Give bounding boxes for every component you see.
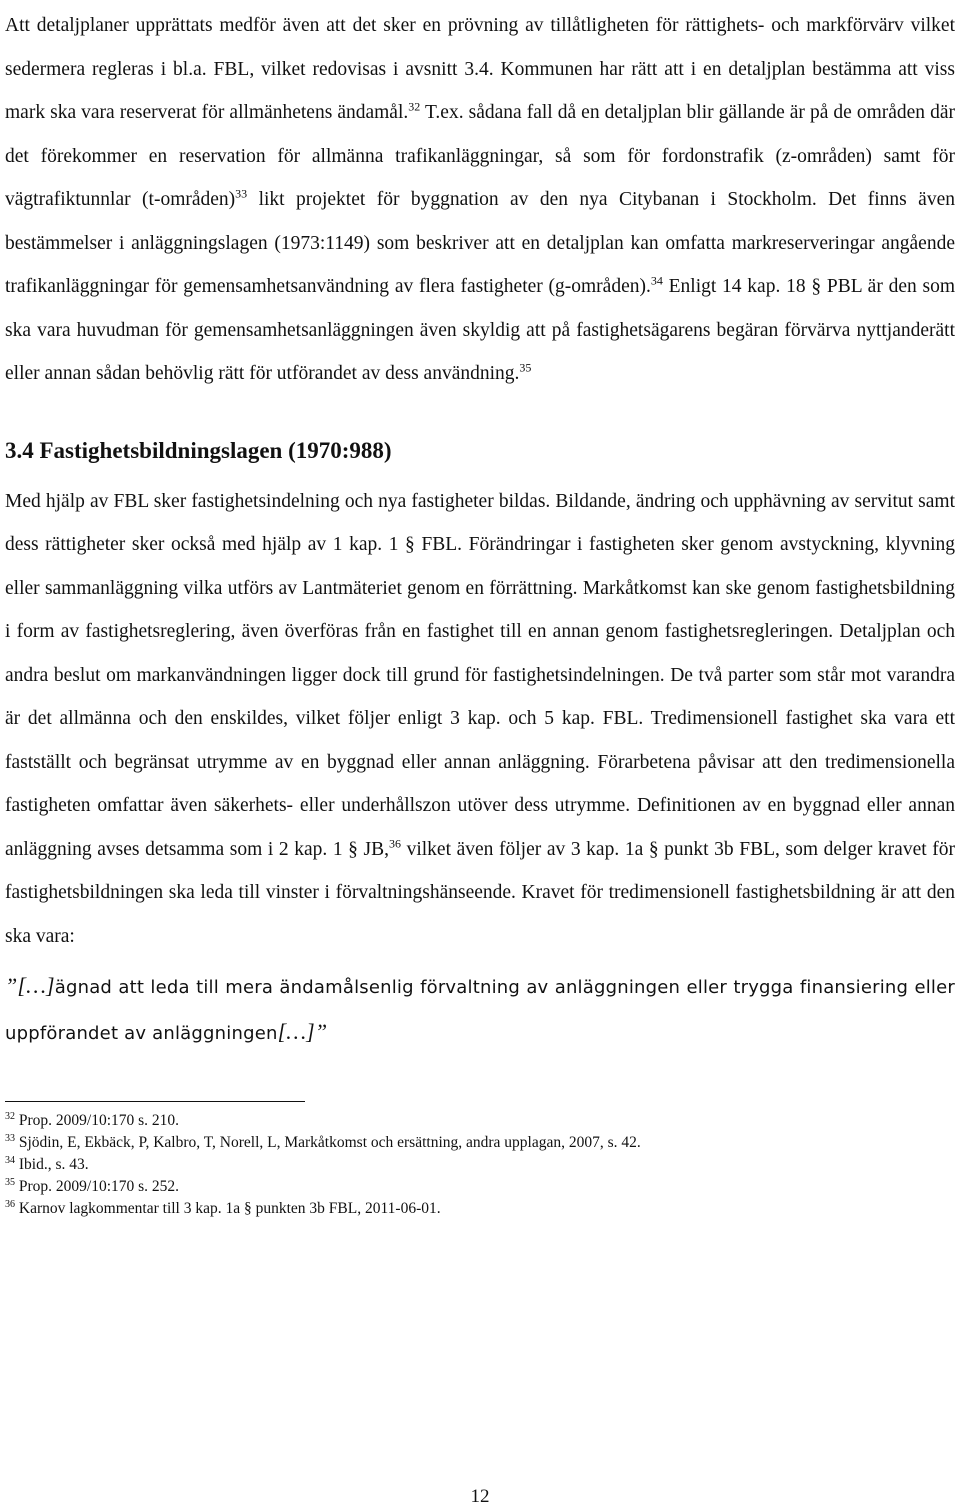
footnote-text: Prop. 2009/10:170 s. 210. [15,1112,180,1129]
paragraph-1 [5,4,955,396]
footnote-ref-36[interactable]: 36 [389,836,401,850]
paragraph-1-text-d: Enligt 14 kap. 18 § PBL är den som ska vara huvudman för gemensamhetsanläggningen även skyldig att på fastighetsägarens begäran förvärva nyttjanderätt eller annan sådan behövlig rätt för utförandet av dess användning. [5,276,956,384]
document-page [5,0,955,1220]
section-heading: 3.4 Fastighetsbildningslagen (1970:988) [5,437,392,463]
footnote-number: 34 [5,1154,15,1166]
quote-close: […]” [277,1018,328,1044]
paragraph-2 [5,480,955,959]
footnote-number: 33 [5,1132,15,1144]
footnote-ref-35[interactable]: 35 [519,360,532,375]
paragraph-1-text-b: T.ex. sådana fall då en detaljplan blir gällande är på de områden där det förekommer en reservation för allmänna trafikanläggningar, så som för fordonstrafik (z-områden) samt för vägtrafiktunnlar (t-områden) [5,102,955,210]
footnote-ref-32[interactable]: 32 [408,99,421,114]
footnotes [5,1110,955,1220]
paragraph-2-text-a: Med hjälp av FBL sker fastighetsindelning och nya fastigheter bildas. Bildande, ändring och upphävning av servitut samt dess rättigheter sker också med hjälp av 1 kap. 1 § FBL. Förändringar i fastigheten sker genom avstyckning, klyvning eller sammanläggning vilka utförs av Lantmäteriet genom en förrättning. Markåtkomst kan ske genom fastighetsbildning i form av fastighetsreglering, även överföras från en fastighet till en annan genom fastighetsregleringen. Detaljplan och andra beslut om markanvändningen ligger dock till grund för fastighetsindelningen. De två parter som står mot varandra är det allmänna och den enskildes, vilket följer enligt 3 kap. och 5 kap. FBL. Tredimensionell fastighet ska vara ett fastställt och begränsat utrymme av en byggnad eller annan anläggning. Förarbetena påvisar att den tredimensionella fastigheten omfattar även säkerhets- eller underhållszon utöver dess utrymme. Definitionen av en byggnad eller annan anläggning avses detsamma som i 2 kap. 1 § JB, [5,490,955,860]
paragraph-1-text-a: Att detaljplaner upprättats medför även att det sker en prövning av tillåtligheten för rättighets- och markförvärv vilket sedermera regleras i bl.a. FBL, vilket redovisas i avsnitt 3.4. Kommunen har rätt att i en detaljplan bestämma att viss mark ska vara reserverat för allmänhetens ändamål. [5,15,955,123]
quote-open: ”[…] [5,973,55,998]
footnote-ref-33[interactable]: 33 [235,186,248,201]
footnote-number: 36 [5,1198,15,1210]
paragraph-2-text-b: vilket även följer av 3 kap. 1a § punkt 3b FBL, som delger kravet för fastighetsbildningen ska leda till vinster i förvaltningshänseende. Kravet för tredimensionell fastighetsbildning är att den ska vara: [5,838,955,947]
footnote-item [5,1110,955,1132]
block-quote [5,964,955,1055]
footnote-text: Sjödin, E, Ekbäck, P, Kalbro, T, Norell, L, Markåtkomst och ersättning, andra upplagan, 2007, s. 42. [15,1134,641,1151]
quote-text: ägnad att leda till mera ändamålsenlig förvaltning av anläggningen eller trygga finansiering eller uppförandet av anläggningen [5,977,955,1044]
footnote-item [5,1198,955,1220]
footnote-number: 32 [5,1110,15,1122]
footnote-text: Prop. 2009/10:170 s. 252. [15,1178,180,1195]
footnote-text: Karnov lagkommentar till 3 kap. 1a § punkten 3b FBL, 2011-06-01. [15,1200,441,1217]
footnote-text: Ibid., s. 43. [15,1156,89,1173]
footnote-ref-34[interactable]: 34 [650,273,663,288]
page-number: 12 [470,1486,490,1507]
footnote-number: 35 [5,1176,15,1188]
footnote-item [5,1132,955,1154]
footnote-divider [5,1101,305,1102]
footnote-item [5,1176,955,1198]
footnote-item [5,1154,955,1176]
paragraph-1-text-c: likt projektet för byggnation av den nya Citybanan i Stockholm. Det finns även bestämmelser i anläggningslagen (1973:1149) som beskriver att en detaljplan kan omfatta markreserveringar angående trafikanläggningar för gemensamhetsanvändning av flera fastigheter (g-områden). [5,189,955,297]
